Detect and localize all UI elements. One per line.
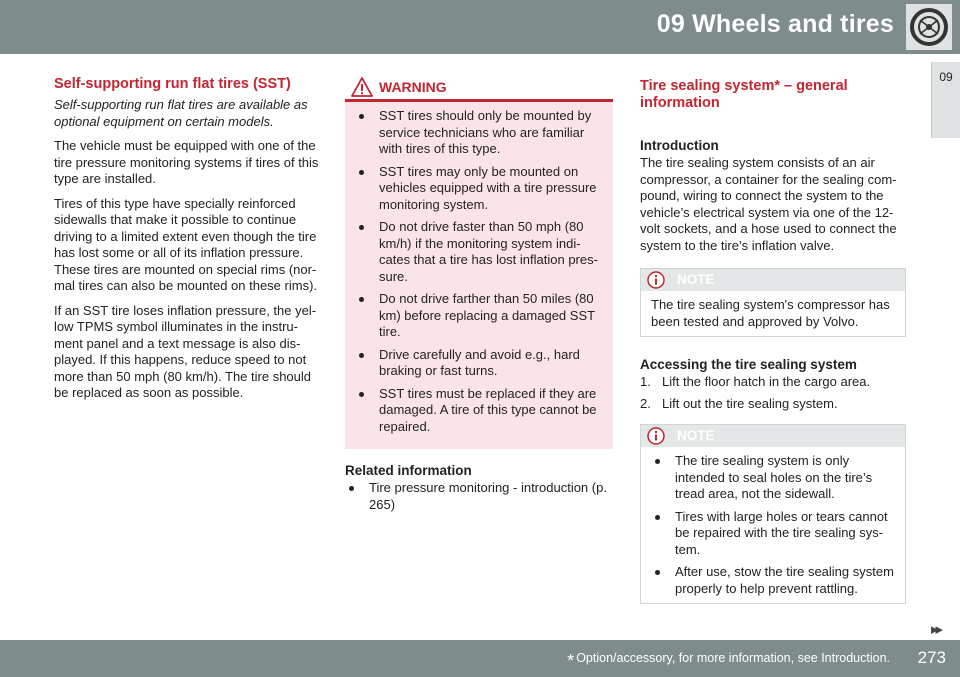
related-info-heading: Related information — [345, 463, 472, 478]
list-item — [651, 564, 897, 597]
steps-list — [640, 374, 906, 412]
bullet — [655, 459, 660, 464]
list-item-text: SST tires may only be mounted on vehicles equipped with a tire pressure monitoring system. — [379, 163, 597, 212]
step-number: 1. — [640, 374, 651, 389]
list-item-text: Drive carefully and avoid e.g., hard braking or fast turns. — [379, 346, 580, 378]
chapter-side-tab[interactable] — [931, 62, 960, 138]
column-warning — [345, 76, 613, 519]
bullet — [359, 225, 364, 230]
list-item — [355, 108, 605, 158]
tire-icon — [906, 4, 952, 50]
bullet — [359, 297, 364, 302]
note-header — [641, 425, 905, 447]
next-page-arrows-icon[interactable]: ▸▸ — [930, 621, 940, 638]
chapter-title: 09 Wheels and tires — [656, 10, 894, 38]
chapter-side-tab-label: 09 — [939, 70, 953, 84]
paragraph: The vehicle must be equipped with one of the tire pressure monitoring systems if tires of this type are installed. — [54, 138, 319, 186]
intro-heading: Introduction — [640, 138, 719, 153]
warning-list — [345, 102, 613, 435]
section-heading-tire-sealing: Tire sealing system* – general information — [640, 78, 848, 111]
list-item — [355, 386, 605, 436]
step-number: 2. — [640, 395, 651, 411]
warning-header — [345, 76, 613, 102]
page-number: 273 — [917, 648, 946, 667]
list-item-text: The tire sealing system is only intended to seal holes on the tire’s tread area, not the sidewall. — [675, 453, 873, 501]
intro-text: The tire sealing system consists of an air compressor, a container for the sealing com- pound, wiring to connect the system to the vehicle’s electrical system via one of the 12- volt sockets, and a hose used to connect the system to the tire’s inflation valve. — [640, 155, 897, 253]
paragraph: If an SST tire loses inflation pressure, the yel- low TPMS symbol illuminates in the instru- ment panel and a text message is also dis- played. If this happens, reduce speed to not more than 50 mph (80 km/h). The tire should be replaced as soon as possible. — [54, 302, 317, 400]
access-heading: Accessing the tire sealing system — [640, 357, 857, 372]
warning-label: WARNING — [379, 79, 447, 95]
page-header — [0, 0, 960, 54]
list-item — [355, 164, 605, 214]
bullet — [359, 170, 364, 175]
note-label: NOTE — [677, 428, 715, 443]
step-item — [640, 374, 906, 391]
note-header — [641, 269, 905, 291]
column-sst — [54, 76, 322, 410]
info-circle-icon — [647, 271, 665, 289]
bullet — [359, 353, 364, 358]
footer-note — [567, 651, 890, 672]
bullet — [359, 114, 364, 119]
list-item — [355, 347, 605, 380]
note-list — [641, 447, 905, 597]
footer-note-text: Option/accessory, for more information, see Introduction. — [576, 651, 890, 665]
step-text: Lift the floor hatch in the cargo area. — [662, 374, 871, 389]
info-circle-icon — [647, 427, 665, 445]
list-item — [651, 509, 897, 559]
list-item-text: Do not drive farther than 50 miles (80 km) before replacing a damaged SST tire. — [379, 291, 595, 339]
list-item-text: Tires with large holes or tears cannot be repaired with the tire sealing sys- tem. — [675, 508, 888, 557]
note-box — [640, 268, 906, 337]
note-label: NOTE — [677, 272, 715, 287]
related-link-text[interactable]: Tire pressure monitoring - introduction (p. 265) — [369, 480, 607, 512]
note-text: The tire sealing system's compressor has been tested and approved by Volvo. — [651, 297, 890, 329]
list-item — [355, 291, 605, 341]
warning-triangle-icon — [351, 77, 373, 97]
page-footer — [0, 640, 960, 677]
step-item — [640, 396, 906, 413]
asterisk-marker: * — [567, 651, 575, 671]
related-link[interactable] — [345, 480, 613, 513]
list-item-text: After use, stow the tire sealing system properly to help prevent rattling. — [675, 564, 894, 596]
list-item — [355, 219, 605, 285]
section-subtitle: Self-supporting run flat tires are available as optional equipment on certain models. — [54, 97, 308, 129]
list-item-text: Do not drive faster than 50 mph (80 km/h) if the monitoring system indi- cates that a tire has lost inflation pres- sure. — [379, 219, 598, 284]
bullet — [359, 392, 364, 397]
paragraph: Tires of this type have specially reinforced sidewalls that make it possible to continue driving to a limited extent even though the tire has lost some or all of its inflation pressure. These tires are mounted on special rims (nor- mal tires can also be mounted on these rims). — [54, 195, 318, 293]
warning-box — [345, 76, 613, 449]
related-info-list — [345, 480, 613, 513]
column-tire-sealing — [640, 76, 906, 604]
note-box — [640, 424, 906, 604]
bullet — [349, 486, 354, 491]
bullet — [655, 570, 660, 575]
step-text: Lift out the tire sealing system. — [662, 395, 838, 411]
list-item-text: SST tires should only be mounted by service technicians who are familiar with tires of this type. — [379, 108, 592, 156]
section-heading-sst: Self-supporting run flat tires (SST) — [54, 76, 291, 92]
list-item-text: SST tires must be replaced if they are damaged. A tire of this type cannot be repaired. — [379, 385, 597, 434]
bullet — [655, 515, 660, 520]
list-item — [651, 453, 897, 503]
